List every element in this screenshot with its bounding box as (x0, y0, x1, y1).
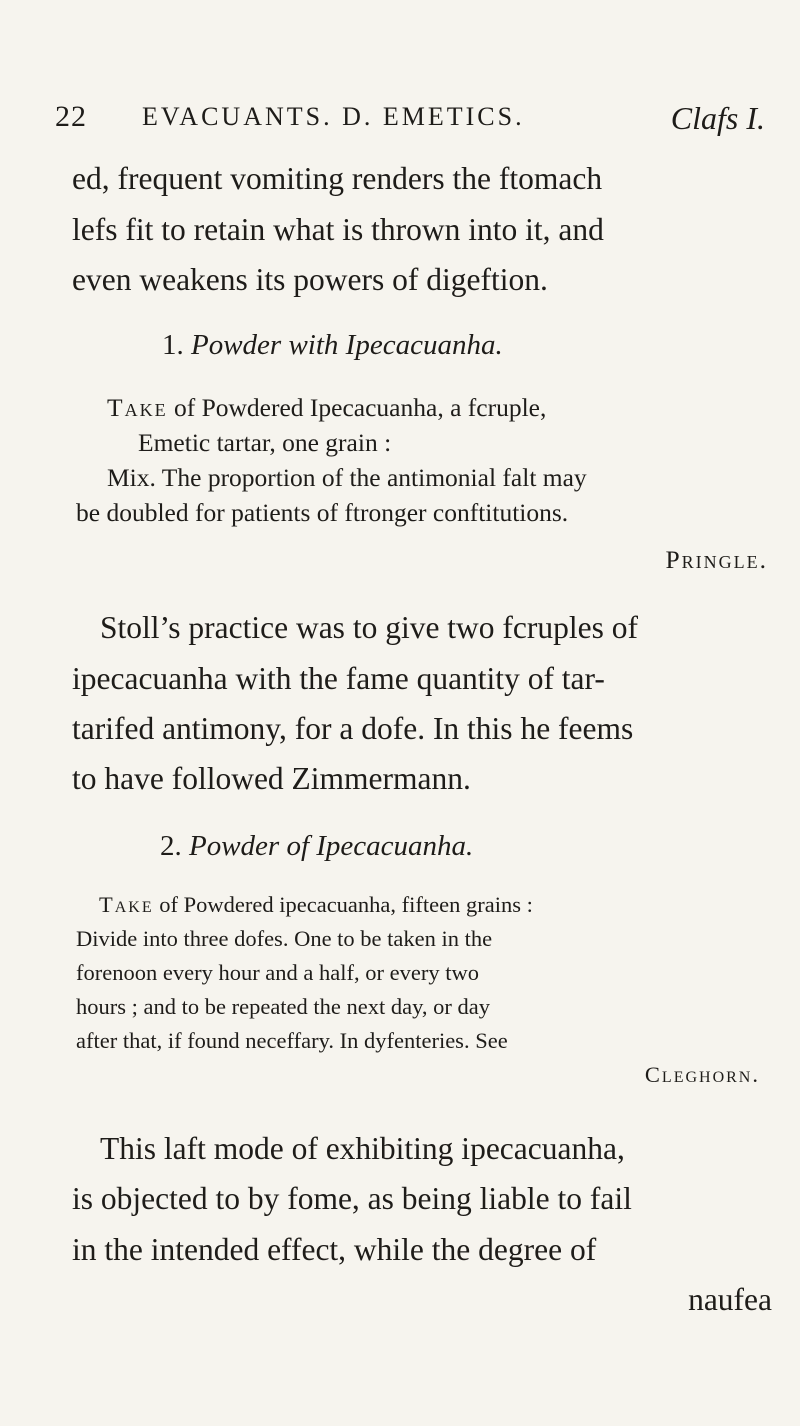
paragraph-line: in the intended effect, while the degree of (72, 1232, 597, 1267)
formula-title: Powder of Ipecacuanha. (189, 830, 474, 862)
formula-heading (162, 329, 503, 362)
formula-author: Cleghorn. (644, 1062, 760, 1087)
running-header (55, 100, 765, 140)
class-label: Clafs I. (670, 100, 765, 136)
paragraph-line: tarifed antimony, for a dofe. In this he feems (72, 711, 634, 746)
formula-line (99, 892, 533, 918)
formula-number: 1. (162, 329, 184, 361)
take-word: Take (99, 892, 154, 917)
paragraph-line: Stoll’s practice was to give two fcruples of (100, 610, 638, 645)
paragraph-line: ed, frequent vomiting renders the ftomach (72, 161, 603, 196)
formula-line: hours ; and to be repeated the next day, or day (76, 994, 491, 1019)
paragraph-line: lefs fit to retain what is thrown into it, and (72, 212, 604, 247)
take-word: Take (107, 393, 168, 422)
formula-text: of Powdered ipecacuanha, fifteen grains : (159, 892, 533, 917)
formula-line: forenoon every hour and a half, or every two (76, 960, 479, 985)
page-number: 22 (55, 100, 87, 133)
paragraph-line: ipecacuanha with the fame quantity of tar- (72, 661, 605, 696)
formula-author: Pringle. (665, 545, 768, 574)
catchword: naufea (688, 1282, 772, 1317)
formula-number: 2. (160, 830, 182, 862)
paragraph-line: to have followed Zimmermann. (72, 761, 471, 796)
formula-line: be doubled for patients of ftronger conftitutions. (76, 498, 569, 527)
formula-line (107, 393, 546, 423)
formula-line: Divide into three dofes. One to be taken in the (76, 926, 493, 951)
formula-line: Emetic tartar, one grain : (138, 428, 392, 457)
formula-line: after that, if found neceffary. In dyfenteries. See (76, 1028, 508, 1053)
running-title: EVACUANTS. D. EMETICS. (142, 102, 525, 131)
formula-heading (160, 830, 473, 863)
paragraph-line: This laft mode of exhibiting ipecacuanha, (100, 1131, 625, 1166)
formula-text: of Powdered Ipecacuanha, a fcruple, (173, 393, 547, 422)
paragraph-line: is objected to by fome, as being liable to fail (72, 1181, 632, 1216)
formula-title: Powder with Ipecacuanha. (191, 329, 503, 361)
paragraph-line: even weakens its powers of digeftion. (72, 262, 548, 297)
formula-line: Mix. The proportion of the antimonial falt may (107, 463, 587, 492)
